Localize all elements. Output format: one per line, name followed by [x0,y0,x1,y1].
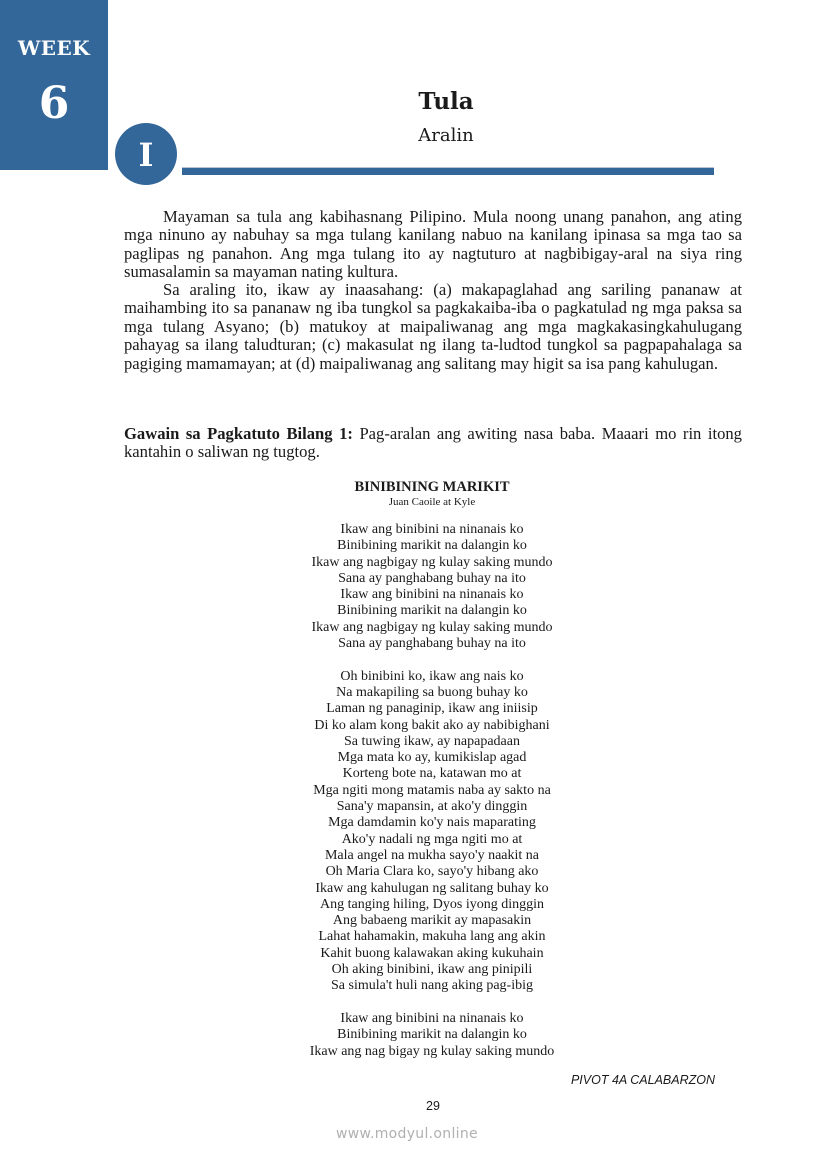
lyric-line: Ikaw ang nagbigay ng kulay saking mundo [311,554,553,570]
lyric-line: Ikaw ang nagbigay ng kulay saking mundo [311,619,553,635]
lyric-line: Mga mata ko ay, kumikislap agad [337,750,527,766]
song-stanza [240,669,624,995]
objectives-paragraph-text: Sa araling ito, ikaw ay inaasahang: (a) makapaglahad ang sariling pananaw at maihambing ito sa pananaw ng iba tungkol sa pagkakaiba-iba o pagkatulad ng mga paksa sa mga tulang Asyano; (b) matukoy at maipaliwanag ang mga magkakasingkahulugang pahayag sa ilang taludturan; (c) makasulat ng ilang ta-ludtod tungkol sa pagpapahalaga sa pagiging mamamayan; at (d) maipaliwanag ang salitang may higit sa isa pang kahulugan. [124,280,742,373]
song-stanza [240,522,624,652]
lyric-line: Oh aking binibini, ikaw ang pinipili [331,962,533,978]
lyric-line: Ikaw ang binibini na ninanais ko [340,522,524,537]
lyric-line: Na makapiling sa buong buhay ko [336,684,528,700]
page-number: 29 [426,1099,440,1113]
lyric-line: Ikaw ang binibini na ninanais ko [340,1010,524,1026]
title-underline-divider [182,167,714,175]
activity-instructions [124,425,742,462]
lyric-line: Lahat hahamakin, makuha lang ang akin [318,929,546,945]
lyric-line: Ikaw ang nag bigay ng kulay saking mundo [309,1043,555,1059]
lyric-line: Mga damdamin ko'y nais maparating [328,815,536,831]
song-stanza [240,1011,624,1060]
lyric-line: Binibining marikit na dalangin ko [337,603,527,619]
song-lyrics [240,479,624,1076]
intro-paragraph [124,208,742,282]
activity-label: Gawain sa Pagkatuto Bilang 1: [124,424,353,443]
song-title: BINIBINING MARIKIT [354,479,510,495]
lyric-line: Laman ng panaginip, ikaw ang iniisip [326,701,538,717]
lyric-line: Sana ay panghabang buhay na ito [338,636,526,652]
objectives-paragraph [124,281,742,373]
lyric-line: Ang tanging hiling, Dyos iyong dinggin [320,896,544,912]
lyric-line: Binibining marikit na dalangin ko [337,538,527,554]
lyric-line: Ikaw ang binibini na ninanais ko [340,587,524,603]
page-subtitle: Aralin [418,125,474,146]
lyric-line: Korteng bote na, katawan mo at [342,766,522,782]
week-number: 6 [38,78,70,129]
lyric-line: Oh Maria Clara ko, sayo'y hibang ako [325,864,539,880]
lyric-line: Ang babaeng marikit ay mapasakin [332,913,532,929]
song-stanzas [240,522,624,1060]
lyric-line: Sana'y mapansin, at ako'y dinggin [336,799,528,815]
song-author: Juan Caoile at Kyle [388,496,476,508]
lyric-line: Ikaw ang kahulugan ng salitang buhay ko [315,880,549,896]
lyric-line: Sa tuwing ikaw, ay napapadaan [344,733,520,749]
footer-brand: PIVOT 4A CALABARZON [570,1073,715,1087]
week-label: WEEK [17,36,91,60]
lyric-line: Mala angel na mukha sayo'y naakit na [324,847,539,863]
watermark-link[interactable]: www.modyul.online [336,1126,478,1142]
lyric-line: Ako'y nadali ng mga ngiti mo at [341,831,523,847]
lyric-line: Kahit buong kalawakan aking kukuhain [320,945,544,961]
page-title: Tula [418,88,474,115]
lyric-line: Di ko alam kong bakit ako ay nabibighani [314,717,550,733]
intro-paragraph-text: Mayaman sa tula ang kabihasnang Pilipino. Mula noong unang panahon, ang ating mga ninuno ay nabuhay sa mga tulang kanilang nabuo na kanilang ipinasa sa mga tao sa paglipas ng panahon. Ang mga tulang ito ay nagtuturo at nagbibigay-aral na siya ring sumasalamin sa mayaman nating kultura. [124,207,742,282]
lyric-line: Binibining marikit na dalangin ko [337,1027,527,1043]
section-letter-badge: I [115,123,177,185]
lyric-line: Oh binibini ko, ikaw ang nais ko [340,668,524,684]
activity-text: Pag-aralan ang awiting nasa baba. Maaari mo rin itong kantahin o saliwan ng tugtog. [124,424,742,462]
lyric-line: Sana ay panghabang buhay na ito [338,570,526,586]
week-badge [0,0,108,170]
lyric-line: Sa simula't huli nang aking pag-ibig [331,978,533,994]
lyric-line: Mga ngiti mong matamis naba ay sakto na [313,782,551,798]
